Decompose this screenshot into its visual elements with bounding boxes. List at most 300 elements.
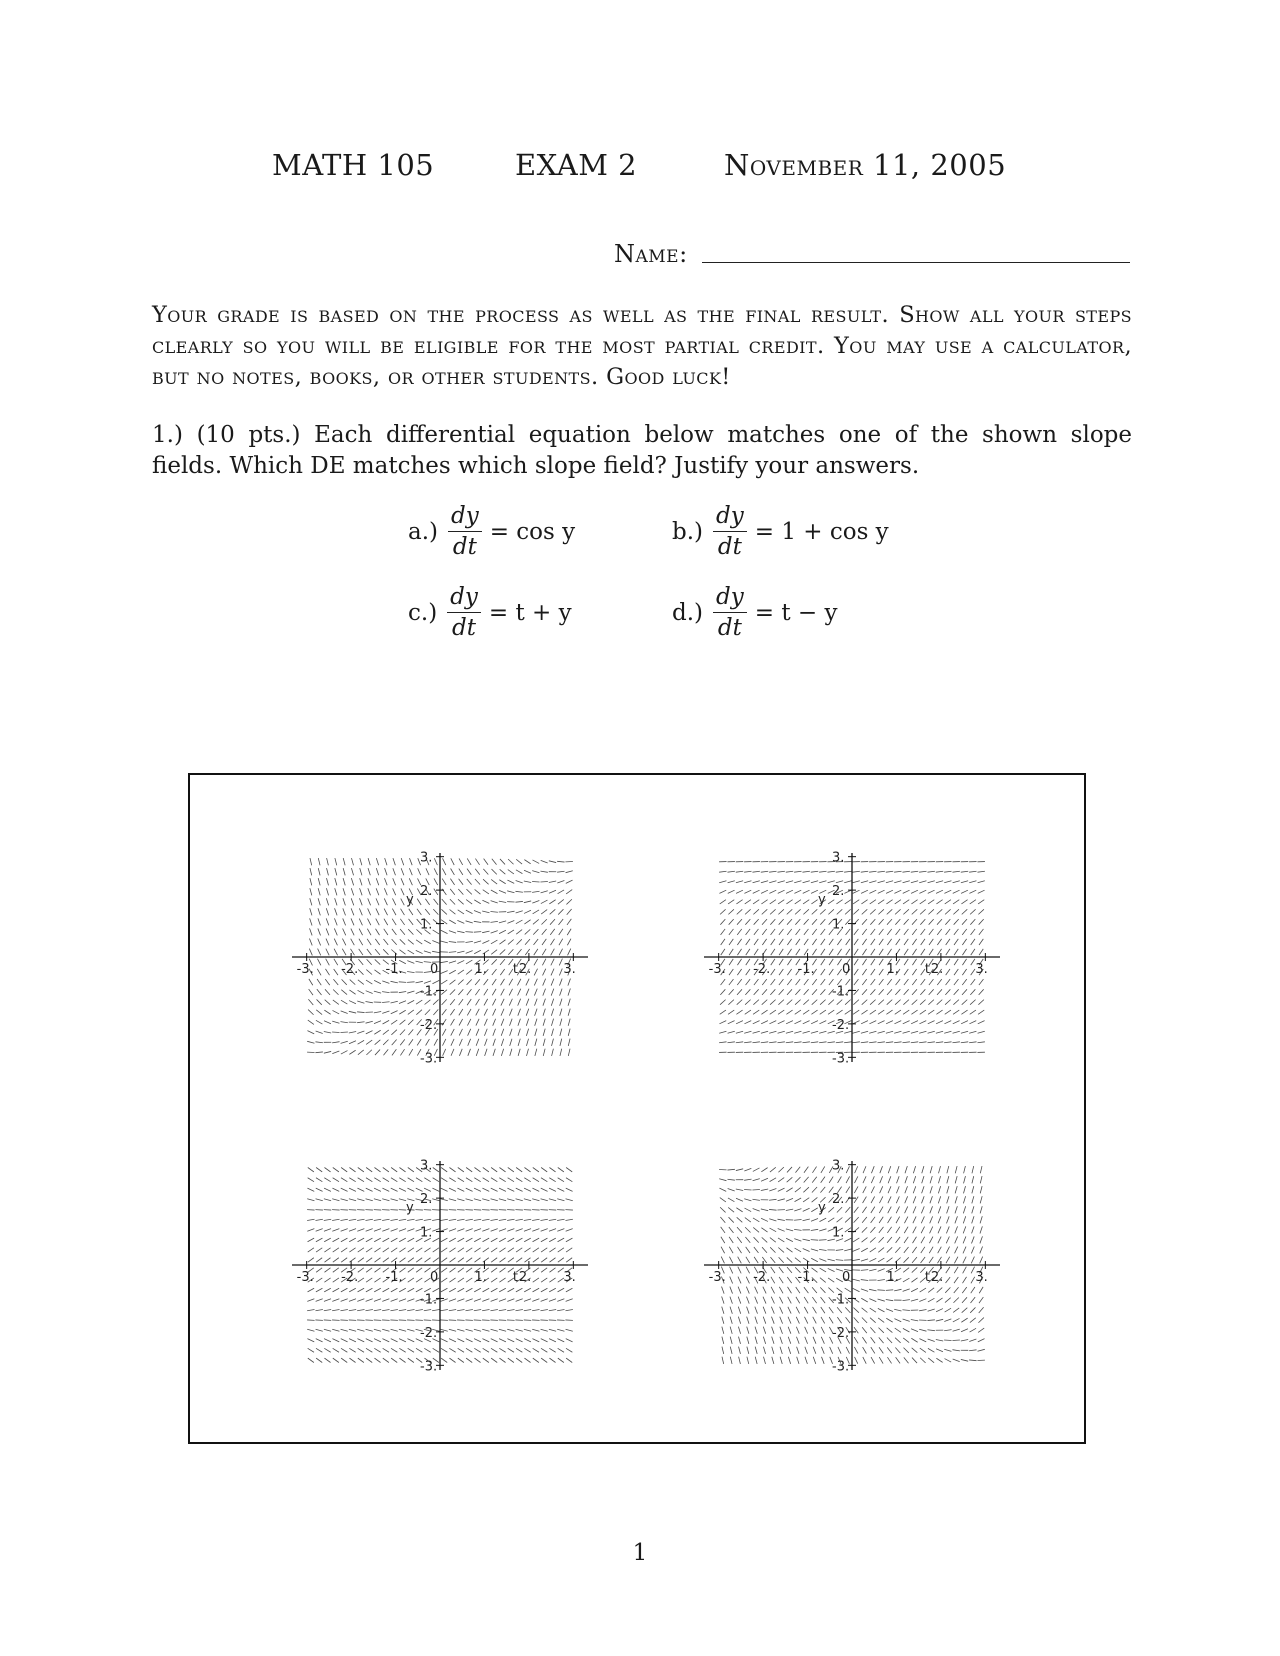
slope-segment — [794, 871, 801, 872]
slope-segment — [739, 1357, 741, 1364]
slope-segment — [895, 909, 901, 914]
slope-segment — [837, 969, 841, 975]
slope-segment — [566, 1229, 573, 1232]
slope-segment — [568, 1009, 570, 1016]
slope-segment — [358, 1168, 364, 1172]
slope-segment — [400, 1039, 405, 1045]
slope-segment — [903, 1010, 909, 1014]
y-tick-label: 2. — [832, 1192, 845, 1208]
slope-segment — [382, 1229, 389, 1232]
slope-segment — [384, 939, 389, 945]
slope-segment — [549, 1188, 556, 1191]
slope-segment — [407, 991, 414, 993]
equation-a — [408, 503, 575, 560]
slope-segment — [434, 868, 437, 875]
slope-segment — [870, 1227, 875, 1233]
slope-segment — [466, 900, 472, 905]
slope-segment — [746, 969, 750, 975]
slope-segment — [541, 1238, 548, 1242]
slope-segment — [753, 1031, 760, 1033]
slope-segment — [533, 1168, 539, 1172]
slope-segment — [762, 919, 767, 925]
slope-segment — [804, 919, 809, 925]
slope-segment — [441, 1299, 448, 1302]
slope-segment — [922, 1186, 924, 1193]
slope-segment — [333, 1238, 340, 1242]
slope-segment — [729, 939, 733, 945]
slope-segment — [745, 1208, 752, 1211]
slope-segment — [332, 1188, 339, 1191]
slope-segment — [979, 979, 984, 985]
slope-segment — [499, 1229, 506, 1232]
slope-segment — [811, 1031, 818, 1033]
slope-segment — [953, 900, 959, 904]
slope-segment — [357, 1022, 364, 1023]
slope-segment — [971, 1246, 974, 1253]
slope-segment — [862, 979, 867, 985]
slope-segment — [770, 909, 776, 914]
slope-segment — [720, 919, 725, 925]
slope-segment — [927, 871, 934, 872]
slope-segment — [557, 861, 564, 862]
slope-segment — [879, 1196, 882, 1203]
slope-segment — [912, 1348, 918, 1353]
slope-segment — [753, 1179, 760, 1181]
equation-b — [672, 503, 889, 560]
slope-segment — [787, 969, 791, 975]
slope-segment — [549, 1310, 556, 1311]
slope-segment — [350, 980, 356, 985]
slope-segment — [811, 1240, 818, 1241]
slope-segment — [401, 899, 405, 906]
slope-segment — [341, 1288, 348, 1292]
slope-segment — [308, 1348, 314, 1352]
slope-segment — [795, 1010, 801, 1014]
slope-segment — [310, 878, 312, 885]
slope-segment — [921, 939, 925, 945]
slope-segment — [980, 1206, 982, 1213]
slope-segment — [324, 1299, 331, 1302]
equation-rhs: = t + y — [488, 599, 572, 626]
slope-segment — [969, 1360, 976, 1361]
slope-segment — [812, 1000, 818, 1005]
slope-segment — [543, 1039, 545, 1046]
slope-segment — [720, 900, 726, 904]
slope-segment — [540, 871, 547, 872]
slope-segment — [482, 1299, 489, 1302]
slope-segment — [820, 1268, 826, 1272]
slope-segment — [441, 1199, 448, 1201]
slope-segment — [846, 939, 850, 945]
slope-segment — [879, 1337, 884, 1343]
slope-segment — [316, 1168, 322, 1172]
slope-segment — [324, 1178, 330, 1182]
slope-segment — [458, 989, 463, 995]
slope-segment — [543, 979, 546, 986]
slope-segment — [532, 871, 539, 873]
slope-segment — [349, 1178, 355, 1182]
slope-segment — [516, 1329, 523, 1331]
slope-segment — [971, 1277, 975, 1283]
slope-segment — [762, 989, 767, 995]
slope-segment — [753, 1010, 759, 1014]
slope-segment — [382, 1002, 389, 1003]
slope-segment — [721, 949, 725, 955]
derivative-fraction — [447, 584, 481, 641]
slope-segment — [349, 1219, 356, 1220]
slope-segment — [728, 900, 734, 904]
slope-segment — [399, 1238, 406, 1242]
slope-segment — [518, 989, 521, 996]
slope-segment — [854, 1217, 859, 1223]
slope-segment — [755, 1287, 758, 1294]
slope-segment — [466, 1358, 472, 1362]
slope-segment — [376, 919, 380, 926]
slope-segment — [408, 929, 413, 934]
slope-segment — [358, 959, 363, 965]
slope-segment — [937, 979, 942, 985]
slope-segment — [474, 1229, 481, 1232]
slope-segment — [945, 1010, 951, 1014]
slope-segment — [566, 899, 571, 904]
slope-segment — [895, 1247, 900, 1253]
slope-segment — [524, 910, 531, 913]
slope-segment — [408, 1020, 413, 1025]
slope-segment — [877, 1279, 884, 1280]
slope-segment — [821, 1297, 826, 1303]
slope-segment — [953, 1329, 960, 1331]
slope-segment — [930, 1216, 933, 1223]
slope-segment — [928, 881, 935, 883]
slope-segment — [877, 1290, 884, 1291]
slope-segment — [879, 989, 884, 995]
slope-segment — [877, 871, 884, 872]
slope-segment — [332, 1032, 339, 1033]
slope-segment — [526, 979, 529, 986]
slope-segment — [551, 989, 554, 996]
slope-segment — [559, 949, 562, 956]
slope-segment — [483, 1358, 489, 1362]
slope-segment — [804, 1177, 809, 1183]
slope-segment — [349, 1329, 356, 1331]
slope-segment — [533, 1178, 539, 1182]
slope-segment — [542, 929, 547, 935]
slope-segment — [861, 1010, 867, 1014]
slope-segment — [399, 1358, 405, 1362]
slope-segment — [812, 1197, 818, 1202]
slope-segment — [972, 1176, 974, 1183]
slope-segment — [846, 929, 851, 935]
slope-segment — [772, 1337, 774, 1344]
slope-segment — [904, 1217, 907, 1224]
slope-segment — [871, 969, 875, 975]
slope-segment — [803, 1219, 810, 1221]
slope-segment — [895, 1257, 901, 1262]
slope-segment — [904, 959, 908, 965]
slope-segment — [954, 979, 959, 985]
slope-segment — [936, 1319, 943, 1321]
slope-segment — [912, 1358, 917, 1364]
slope-segment — [307, 1219, 314, 1220]
slope-segment — [761, 890, 768, 893]
slope-segment — [888, 1186, 891, 1193]
slope-segment — [962, 1000, 968, 1005]
slope-segment — [449, 1248, 455, 1252]
slope-segment — [407, 971, 414, 972]
slope-segment — [467, 1019, 470, 1026]
slope-segment — [318, 878, 320, 885]
slope-segment — [384, 909, 387, 916]
slope-segment — [778, 900, 784, 904]
slope-segment — [761, 1042, 768, 1043]
slope-segment — [803, 1239, 810, 1241]
slope-segment — [962, 979, 967, 985]
slope-segment — [744, 1168, 751, 1171]
slope-segment — [886, 890, 893, 893]
slope-field-plot — [702, 845, 1002, 1070]
slope-segment — [753, 1021, 760, 1024]
slope-segment — [424, 1178, 430, 1182]
slope-segment — [399, 1329, 406, 1331]
slope-segment — [341, 1358, 347, 1362]
slope-segment — [399, 1339, 406, 1342]
slope-segment — [904, 1257, 909, 1262]
slope-segment — [549, 1199, 556, 1201]
fraction-denominator: dt — [452, 534, 477, 560]
slope-segment — [343, 878, 345, 885]
slope-segment — [450, 989, 455, 994]
slope-segment — [318, 928, 321, 935]
slope-segment — [852, 1259, 859, 1260]
slope-segment — [483, 1288, 490, 1292]
slope-segment — [316, 1031, 323, 1033]
slope-segment — [558, 1258, 564, 1262]
slope-segment — [762, 979, 767, 985]
slope-segment — [557, 1219, 564, 1220]
slope-segment — [358, 1258, 364, 1262]
slope-segment — [400, 1020, 406, 1025]
slope-segment — [558, 1238, 565, 1242]
slope-segment — [400, 950, 406, 954]
slope-segment — [399, 1288, 406, 1292]
slope-segment — [449, 961, 456, 963]
slope-segment — [862, 1207, 866, 1213]
slope-segment — [552, 1049, 554, 1056]
slope-segment — [459, 858, 463, 865]
slope-segment — [515, 1310, 522, 1311]
slope-segment — [921, 949, 925, 955]
slope-segment — [770, 1247, 775, 1252]
slope-segment — [451, 868, 455, 874]
slope-segment — [310, 888, 312, 895]
slope-segment — [788, 1287, 792, 1293]
slope-segment — [375, 949, 380, 955]
slope-segment — [442, 879, 446, 885]
slope-segment — [796, 1337, 799, 1344]
slope-segment — [930, 1196, 933, 1203]
slope-segment — [317, 989, 322, 995]
slope-segment — [526, 1009, 529, 1016]
slope-segment — [862, 969, 866, 975]
slope-segment — [332, 1310, 339, 1311]
slope-segment — [407, 961, 414, 964]
slope-segment — [722, 1327, 724, 1334]
t-tick-label: -3. — [296, 1270, 314, 1285]
y-tick-label: -2. — [420, 1325, 438, 1341]
slope-segment — [954, 969, 958, 975]
slope-segment — [796, 939, 800, 945]
slope-segment — [895, 919, 900, 925]
slope-segment — [482, 900, 489, 903]
slope-segment — [333, 1348, 339, 1352]
slope-segment — [947, 1196, 949, 1203]
slope-segment — [854, 979, 859, 985]
slope-segment — [963, 1196, 965, 1203]
slope-segment — [552, 1039, 554, 1046]
slope-segment — [341, 1178, 347, 1182]
slope-segment — [929, 979, 934, 985]
slope-segment — [904, 969, 908, 975]
slope-segment — [729, 919, 734, 925]
slope-segment — [492, 979, 496, 985]
slope-segment — [501, 1049, 503, 1056]
slope-segment — [533, 1268, 539, 1272]
slope-segment — [722, 1287, 725, 1294]
slope-segment — [979, 1287, 983, 1293]
y-tick-label: 2. — [832, 884, 845, 900]
slope-segment — [407, 1229, 414, 1232]
slope-segment — [952, 1340, 959, 1341]
slope-segment — [878, 1010, 884, 1014]
slope-segment — [308, 1288, 315, 1292]
slope-segment — [936, 1042, 943, 1043]
slope-segment — [383, 1358, 389, 1362]
slope-segment — [794, 881, 801, 883]
slope-segment — [794, 1219, 801, 1220]
slope-segment — [359, 898, 362, 905]
slope-segment — [878, 1328, 883, 1333]
slope-segment — [887, 1000, 893, 1005]
slope-segment — [441, 941, 448, 943]
slope-segment — [407, 1188, 414, 1191]
slope-segment — [383, 1020, 390, 1024]
slope-segment — [442, 868, 446, 875]
slope-segment — [788, 1327, 791, 1334]
slope-segment — [442, 899, 447, 905]
slope-segment — [440, 961, 447, 962]
equation-rhs: = t − y — [754, 599, 838, 626]
slope-segment — [720, 1198, 726, 1202]
slope-segment — [441, 1278, 447, 1282]
slope-segment — [861, 1280, 868, 1281]
slope-segment — [441, 909, 446, 914]
slope-segment — [903, 1000, 909, 1005]
slope-segment — [366, 1178, 372, 1182]
slope-segment — [771, 939, 775, 945]
slope-segment — [837, 1000, 843, 1005]
slope-segment — [854, 959, 858, 965]
slope-segment — [736, 1042, 743, 1043]
slope-segment — [844, 1249, 851, 1251]
slope-segment — [541, 1229, 548, 1232]
slope-segment — [549, 1219, 556, 1220]
slope-segment — [333, 1178, 339, 1182]
slope-segment — [970, 1000, 976, 1005]
slope-segment — [737, 1247, 741, 1253]
slope-segment — [550, 919, 555, 925]
slope-segment — [391, 1238, 398, 1242]
slope-segment — [307, 1031, 314, 1034]
slope-segment — [912, 1267, 917, 1272]
slope-segment — [433, 1168, 439, 1172]
slope-segment — [938, 1196, 940, 1203]
slope-segment — [846, 1187, 850, 1193]
slope-segment — [568, 1029, 570, 1036]
slope-segment — [853, 1279, 860, 1281]
slope-segment — [557, 1199, 564, 1201]
slope-segment — [771, 979, 776, 985]
slope-segment — [451, 1029, 454, 1036]
slope-segment — [549, 1178, 555, 1182]
slope-segment — [458, 1168, 464, 1172]
slope-segment — [515, 1219, 522, 1220]
slope-segment — [324, 1310, 331, 1311]
slope-segment — [853, 1021, 860, 1024]
slope-segment — [466, 1168, 472, 1172]
slope-segment — [721, 939, 725, 945]
slope-segment — [568, 999, 570, 1006]
slope-segment — [535, 1039, 537, 1046]
slope-segment — [568, 979, 571, 986]
slope-segment — [861, 1259, 868, 1261]
slope-segment — [736, 871, 743, 872]
slope-segment — [803, 1187, 809, 1192]
slope-segment — [316, 1329, 323, 1331]
slope-segment — [349, 1050, 355, 1054]
slope-segment — [953, 1021, 960, 1024]
t-tick-label: 1. — [474, 1270, 487, 1285]
slope-segment — [719, 1179, 726, 1181]
slope-segment — [903, 1319, 910, 1321]
slope-segment — [744, 1042, 751, 1043]
slope-segment — [779, 939, 783, 945]
slope-segment — [727, 1169, 734, 1170]
slope-segment — [349, 1288, 356, 1292]
slope-segment — [846, 1347, 849, 1354]
slope-segment — [483, 869, 488, 875]
slope-segment — [730, 1277, 733, 1284]
slope-segment — [443, 858, 446, 865]
slope-segment — [946, 1267, 950, 1273]
slope-segment — [761, 1228, 767, 1232]
slope-segment — [870, 1248, 876, 1252]
slope-segment — [374, 970, 380, 974]
slope-segment — [811, 1042, 818, 1043]
slope-segment — [457, 1229, 464, 1232]
slope-segment — [566, 880, 573, 883]
slope-segment — [458, 1248, 464, 1252]
slope-segment — [964, 1176, 966, 1183]
slope-segment — [368, 898, 371, 905]
slope-segment — [551, 999, 553, 1006]
slope-segment — [324, 1229, 331, 1232]
slope-segment — [558, 1288, 565, 1292]
slope-segment — [786, 900, 792, 904]
slope-segment — [962, 909, 968, 914]
slope-segment — [349, 1199, 356, 1201]
slope-segment — [440, 1219, 447, 1220]
slope-segment — [474, 1299, 481, 1302]
